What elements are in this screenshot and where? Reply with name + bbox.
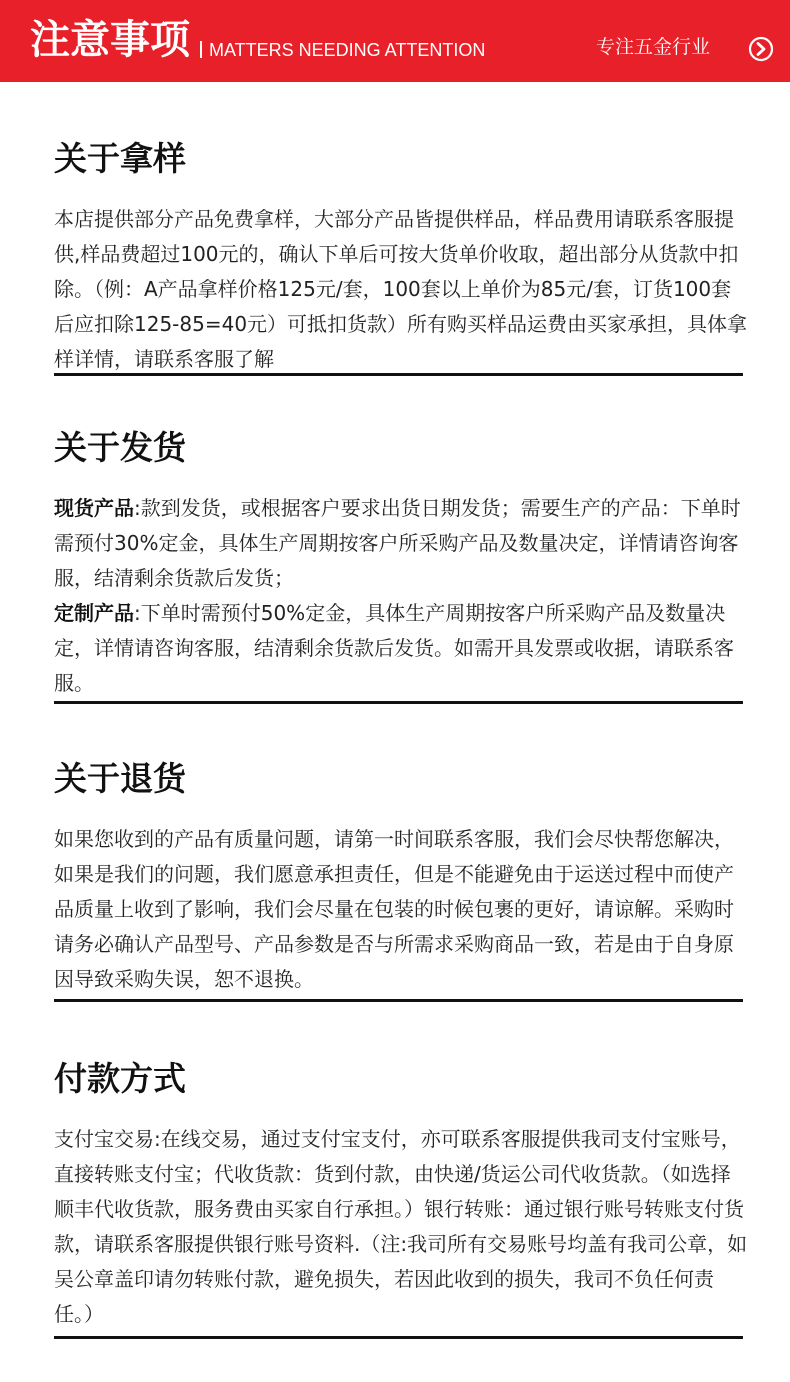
- section-body: [54, 491, 749, 701]
- section-title: 付款方式: [54, 1059, 186, 1098]
- section-returns: [54, 759, 744, 997]
- title-separator: [200, 41, 202, 58]
- banner-slogan: 专注五金行业: [596, 36, 711, 58]
- item-text: :款到发货，或根据客户要求出货日期发货；需要生产的产品：下单时需预付30%定金，具体生产周期按客户所采购产品及数量决定，详情请咨询客服，结清剩余货款后发货；: [54, 496, 741, 590]
- section-divider: [54, 701, 743, 704]
- item-label: 定制产品: [54, 601, 134, 625]
- shipping-item-stock: [54, 491, 749, 596]
- section-sample: [54, 139, 748, 377]
- banner-title: 注意事项: [30, 16, 190, 63]
- header-banner: [0, 0, 790, 82]
- item-text: :下单时需预付50%定金，具体生产周期按客户所采购产品及数量决定，详情请咨询客服，结清剩余货款后发货。如需开具发票或收据，请联系客服。: [54, 601, 734, 695]
- section-title: 关于拿样: [54, 139, 186, 178]
- section-payment: [54, 1059, 748, 1332]
- section-title: 关于退货: [54, 759, 186, 798]
- section-body: 支付宝交易:在线交易，通过支付宝支付，亦可联系客服提供我司支付宝账号，直接转账支付宝；代收货款：货到付款，由快递/货运公司代收货款。（如选择顺丰代收货款，服务费由买家自行承担。）银行转账：通过银行账号转账支付货款，请联系客服提供银行账号资料.（注:我司所有交易账号均盖有我司公章，如吴公章盖印请勿转账付款，避免损失，若因此收到的损失，我司不负任何责任。）: [54, 1127, 748, 1326]
- banner-subtitle: [200, 38, 485, 62]
- item-label: 现货产品: [54, 496, 134, 520]
- section-divider: [54, 373, 743, 376]
- arrow-circle-icon[interactable]: [748, 36, 774, 62]
- section-title: 关于发货: [54, 428, 186, 467]
- section-divider: [54, 1336, 743, 1339]
- section-shipping: [54, 428, 744, 701]
- section-body: 本店提供部分产品免费拿样，大部分产品皆提供样品，样品费用请联系客服提供,样品费超过100元的，确认下单后可按大货单价收取，超出部分从货款中扣除。（例：A产品拿样价格125元/套，100套以上单价为85元/套，订货100套后应扣除125-85=40元）可抵扣货款）所有购买样品运费由买家承担，具体拿样详情，请联系客服了解: [54, 207, 748, 371]
- section-divider: [54, 999, 743, 1002]
- banner-subtitle-text: MATTERS NEEDING ATTENTION: [209, 40, 486, 60]
- section-body: 如果您收到的产品有质量问题，请第一时间联系客服，我们会尽快帮您解决，如果是我们的问题，我们愿意承担责任，但是不能避免由于运送过程中而使产品质量上收到了影响，我们会尽量在包装的时候包裹的更好，请谅解。采购时请务必确认产品型号、产品参数是否与所需求采购商品一致，若是由于自身原因导致采购失误，恕不退换。: [54, 827, 734, 991]
- shipping-item-custom: [54, 596, 749, 701]
